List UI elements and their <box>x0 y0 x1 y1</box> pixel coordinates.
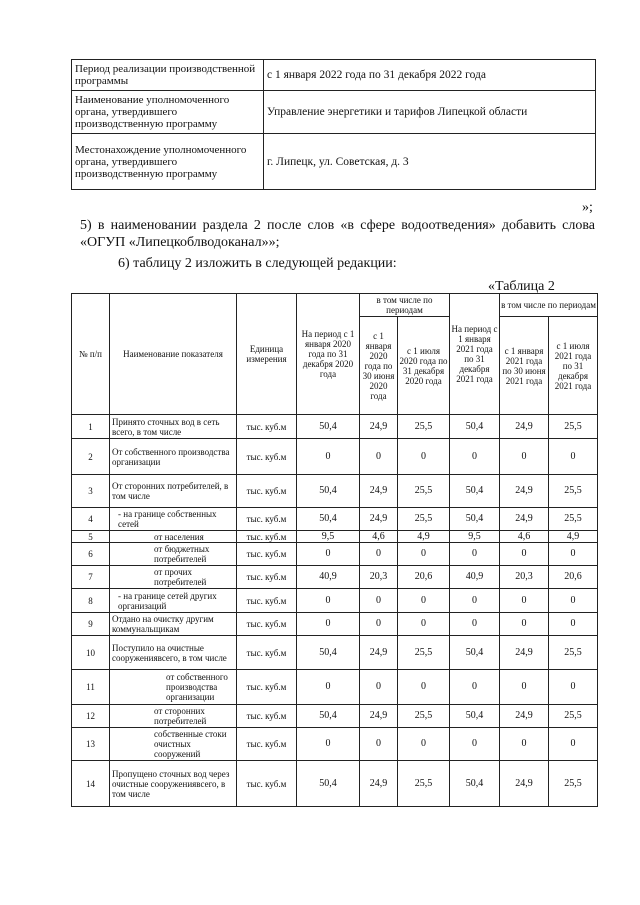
value-cell: 4,9 <box>398 531 450 543</box>
table-row <box>72 475 598 508</box>
value-cell: 0 <box>360 589 398 613</box>
unit-cell: тыс. куб.м <box>237 670 297 705</box>
value-cell: 0 <box>549 589 598 613</box>
indicator-name: Принято сточных вод в сеть всего, в том числе <box>110 415 237 439</box>
unit-cell: тыс. куб.м <box>237 705 297 728</box>
info-value: с 1 января 2022 года по 31 декабря 2022 года <box>264 60 596 91</box>
value-cell: 40,9 <box>450 566 500 589</box>
value-cell: 0 <box>297 589 360 613</box>
unit-cell: тыс. куб.м <box>237 589 297 613</box>
value-cell: 24,9 <box>360 508 398 531</box>
table-row <box>72 705 598 728</box>
table-row <box>72 543 598 566</box>
header-period-2021: На период с 1 января 2021 года по 31 декабря 2021 года <box>450 294 500 415</box>
value-cell: 0 <box>360 613 398 636</box>
value-cell: 25,5 <box>398 636 450 670</box>
value-cell: 0 <box>360 670 398 705</box>
indicator-name: от прочих потребителей <box>110 566 237 589</box>
unit-cell: тыс. куб.м <box>237 439 297 475</box>
header-incl-2020: в том числе по периодам <box>360 294 450 317</box>
value-cell: 0 <box>450 613 500 636</box>
value-cell: 20,6 <box>398 566 450 589</box>
value-cell: 24,9 <box>360 761 398 807</box>
header-h1-2020: с 1 января 2020 года по 30 июня 2020 года <box>360 317 398 415</box>
header-period-2020: На период с 1 января 2020 года по 31 декабря 2020 года <box>297 294 360 415</box>
value-cell: 0 <box>500 670 549 705</box>
value-cell: 9,5 <box>297 531 360 543</box>
table-row <box>72 613 598 636</box>
row-number: 2 <box>72 439 110 475</box>
value-cell: 24,9 <box>360 636 398 670</box>
indicators-table <box>71 293 598 807</box>
table-row <box>72 636 598 670</box>
value-cell: 0 <box>450 543 500 566</box>
value-cell: 0 <box>549 670 598 705</box>
value-cell: 20,3 <box>360 566 398 589</box>
indicator-name: от собственного производства организации <box>110 670 237 705</box>
table-row <box>72 439 598 475</box>
info-label: Наименование уполномоченного органа, утвердившего производственную программу <box>72 91 264 134</box>
info-value: Управление энергетики и тарифов Липецкой области <box>264 91 596 134</box>
unit-cell: тыс. куб.м <box>237 728 297 761</box>
info-label: Период реализации производственной программы <box>72 60 264 91</box>
unit-cell: тыс. куб.м <box>237 613 297 636</box>
table-row <box>72 531 598 543</box>
table-caption: «Таблица 2 <box>488 279 555 294</box>
row-number: 1 <box>72 415 110 439</box>
info-row <box>72 60 596 91</box>
value-cell: 25,5 <box>398 508 450 531</box>
unit-cell: тыс. куб.м <box>237 415 297 439</box>
value-cell: 24,9 <box>500 475 549 508</box>
table-row <box>72 566 598 589</box>
value-cell: 4,6 <box>360 531 398 543</box>
paragraph-5: 5) в наименовании раздела 2 после слов «в сфере водоотведения» добавить слова «ОГУП «Липецкоблводоканал»»; <box>80 218 595 250</box>
value-cell: 0 <box>398 613 450 636</box>
value-cell: 24,9 <box>360 415 398 439</box>
row-number: 5 <box>72 531 110 543</box>
paragraph-6: 6) таблицу 2 изложить в следующей редакции: <box>118 256 397 271</box>
row-number: 7 <box>72 566 110 589</box>
value-cell: 0 <box>398 728 450 761</box>
header-h2-2021: с 1 июля 2021 года по 31 декабря 2021 года <box>549 317 598 415</box>
value-cell: 4,6 <box>500 531 549 543</box>
unit-cell: тыс. куб.м <box>237 761 297 807</box>
row-number: 10 <box>72 636 110 670</box>
value-cell: 50,4 <box>297 508 360 531</box>
value-cell: 25,5 <box>398 415 450 439</box>
value-cell: 24,9 <box>500 508 549 531</box>
row-number: 9 <box>72 613 110 636</box>
value-cell: 50,4 <box>450 415 500 439</box>
table-row <box>72 761 598 807</box>
indicator-name: От сторонних потребителей, в том числе <box>110 475 237 508</box>
header-name: Наименование показателя <box>110 294 237 415</box>
value-cell: 0 <box>450 439 500 475</box>
indicator-name: - на границе сетей других организаций <box>110 589 237 613</box>
value-cell: 50,4 <box>450 761 500 807</box>
row-number: 12 <box>72 705 110 728</box>
table-row <box>72 589 598 613</box>
row-number: 4 <box>72 508 110 531</box>
value-cell: 25,5 <box>549 508 598 531</box>
header-row <box>72 294 598 317</box>
value-cell: 0 <box>297 439 360 475</box>
value-cell: 25,5 <box>549 761 598 807</box>
unit-cell: тыс. куб.м <box>237 531 297 543</box>
value-cell: 0 <box>398 439 450 475</box>
row-number: 8 <box>72 589 110 613</box>
value-cell: 50,4 <box>450 636 500 670</box>
value-cell: 0 <box>500 728 549 761</box>
table-row <box>72 670 598 705</box>
value-cell: 20,3 <box>500 566 549 589</box>
header-h1-2021: с 1 января 2021 года по 30 июня 2021 года <box>500 317 549 415</box>
unit-cell: тыс. куб.м <box>237 543 297 566</box>
header-unit: Единица измерения <box>237 294 297 415</box>
closing-mark: »; <box>582 200 593 215</box>
value-cell: 0 <box>500 589 549 613</box>
value-cell: 0 <box>360 439 398 475</box>
value-cell: 50,4 <box>297 636 360 670</box>
value-cell: 50,4 <box>297 415 360 439</box>
value-cell: 24,9 <box>500 761 549 807</box>
value-cell: 24,9 <box>500 705 549 728</box>
value-cell: 0 <box>297 670 360 705</box>
header-h2-2020: с 1 июля 2020 года по 31 декабря 2020 года <box>398 317 450 415</box>
indicator-name: собственные стоки очистных сооружений <box>110 728 237 761</box>
indicator-name: От собственного производства организации <box>110 439 237 475</box>
value-cell: 0 <box>500 613 549 636</box>
value-cell: 50,4 <box>450 475 500 508</box>
value-cell: 24,9 <box>360 705 398 728</box>
value-cell: 25,5 <box>398 705 450 728</box>
value-cell: 0 <box>297 613 360 636</box>
value-cell: 50,4 <box>450 705 500 728</box>
value-cell: 4,9 <box>549 531 598 543</box>
row-number: 3 <box>72 475 110 508</box>
row-number: 13 <box>72 728 110 761</box>
value-cell: 24,9 <box>500 415 549 439</box>
info-label: Местонахождение уполномоченного органа, утвердившего производственную программу <box>72 134 264 190</box>
value-cell: 0 <box>398 543 450 566</box>
indicator-name: от населения <box>110 531 237 543</box>
value-cell: 0 <box>450 728 500 761</box>
value-cell: 25,5 <box>549 415 598 439</box>
value-cell: 25,5 <box>549 705 598 728</box>
indicator-name: Пропущено сточных вод через очистные сооружениявсего, в том числе <box>110 761 237 807</box>
indicator-name: Поступило на очистные сооружениявсего, в том числе <box>110 636 237 670</box>
value-cell: 0 <box>360 543 398 566</box>
row-number: 14 <box>72 761 110 807</box>
info-row <box>72 134 596 190</box>
row-number: 11 <box>72 670 110 705</box>
value-cell: 25,5 <box>398 475 450 508</box>
indicator-name: Отдано на очистку другим коммунальщикам <box>110 613 237 636</box>
value-cell: 0 <box>297 543 360 566</box>
value-cell: 25,5 <box>398 761 450 807</box>
value-cell: 0 <box>398 589 450 613</box>
value-cell: 0 <box>450 589 500 613</box>
value-cell: 9,5 <box>450 531 500 543</box>
header-incl-2021: в том числе по периодам <box>500 294 598 317</box>
value-cell: 50,4 <box>297 475 360 508</box>
value-cell: 25,5 <box>549 475 598 508</box>
row-number: 6 <box>72 543 110 566</box>
value-cell: 0 <box>549 543 598 566</box>
value-cell: 0 <box>398 670 450 705</box>
unit-cell: тыс. куб.м <box>237 475 297 508</box>
indicator-name: от сторонних потребителей <box>110 705 237 728</box>
indicator-name: от бюджетных потребителей <box>110 543 237 566</box>
table-row <box>72 415 598 439</box>
unit-cell: тыс. куб.м <box>237 636 297 670</box>
value-cell: 0 <box>297 728 360 761</box>
info-value: г. Липецк, ул. Советская, д. 3 <box>264 134 596 190</box>
unit-cell: тыс. куб.м <box>237 508 297 531</box>
table-row <box>72 728 598 761</box>
program-info-table <box>71 59 596 190</box>
info-row <box>72 91 596 134</box>
table-row <box>72 508 598 531</box>
value-cell: 25,5 <box>549 636 598 670</box>
value-cell: 0 <box>549 439 598 475</box>
value-cell: 24,9 <box>360 475 398 508</box>
header-num: № п/п <box>72 294 110 415</box>
value-cell: 40,9 <box>297 566 360 589</box>
value-cell: 0 <box>500 543 549 566</box>
indicator-name: - на границе собственных сетей <box>110 508 237 531</box>
unit-cell: тыс. куб.м <box>237 566 297 589</box>
value-cell: 24,9 <box>500 636 549 670</box>
value-cell: 50,4 <box>450 508 500 531</box>
value-cell: 0 <box>549 728 598 761</box>
value-cell: 0 <box>360 728 398 761</box>
value-cell: 50,4 <box>297 705 360 728</box>
value-cell: 20,6 <box>549 566 598 589</box>
value-cell: 50,4 <box>297 761 360 807</box>
value-cell: 0 <box>450 670 500 705</box>
value-cell: 0 <box>549 613 598 636</box>
value-cell: 0 <box>500 439 549 475</box>
